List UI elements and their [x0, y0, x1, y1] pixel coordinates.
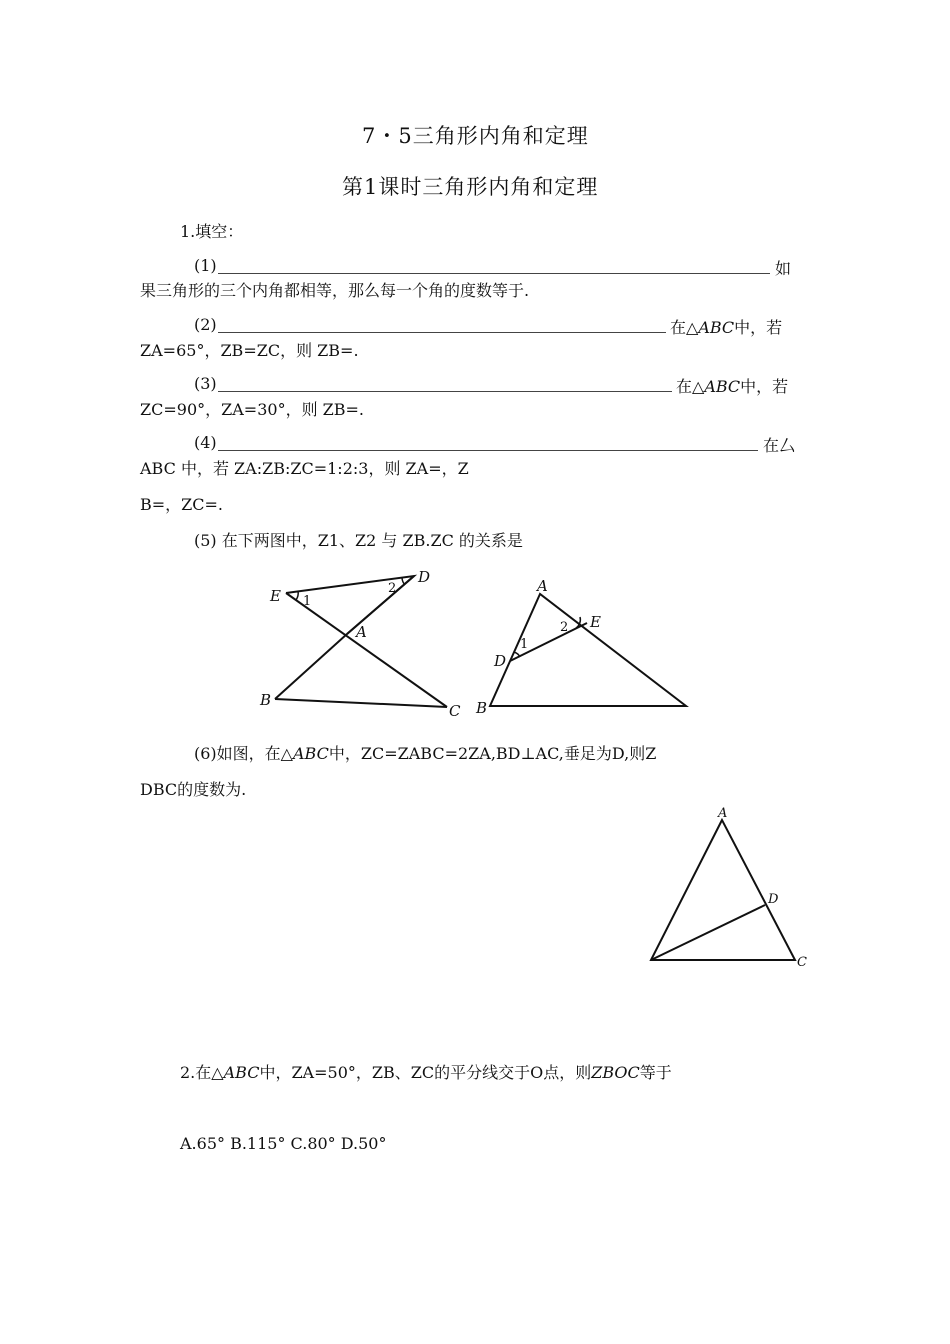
q2-d: ZBOC: [591, 1063, 640, 1082]
q1-p3-tail-a: 在△: [676, 377, 705, 396]
fig1-label-d: D: [418, 568, 431, 586]
fig3-triangle-abc: [651, 820, 795, 960]
q1-p3-tail-c: 中，若: [740, 377, 789, 396]
fig1-label-c: C: [449, 702, 461, 720]
q1-p4-num: (4): [194, 433, 217, 452]
q1-p4-tail: 在厶: [763, 436, 796, 455]
q1-p2-tail-b: ABC: [698, 318, 735, 337]
page-subtitle: 第1课时三角形内角和定理: [342, 175, 599, 199]
fig2-label-a: A: [537, 577, 548, 595]
q1-p3-tail-b: ABC: [704, 377, 741, 396]
fig2-label-d: D: [494, 652, 507, 670]
fig1-label-b: B: [260, 691, 272, 709]
q1-p1-num: (1): [194, 256, 217, 275]
q1-p4-line2: ABC 中，若 ZA:ZB:ZC=1:2:3，则 ZA=，Z: [140, 459, 469, 478]
q1-p1-tail: 如: [775, 259, 792, 278]
q1-p3-line2: ZC=90°，ZA=30°，则 ZB=.: [140, 400, 365, 419]
fig2-label-b: B: [476, 699, 488, 717]
fig2-label-1: 1: [520, 637, 529, 652]
q1-p2-num: (2): [194, 315, 217, 334]
fig1-label-1: 1: [303, 594, 312, 609]
q1-p6-b: ABC: [292, 744, 329, 763]
q1-p6-c: 中，ZC=ZABC=2ZA,BD⊥AC,垂足为D,则Z: [328, 744, 657, 763]
fig2-label-e: E: [590, 613, 601, 631]
fig3-label-d: D: [768, 892, 779, 907]
fig1-label-2: 2: [388, 581, 397, 596]
fig3-line-bd: [651, 905, 765, 960]
q1-p2-tail-c: 中，若: [734, 318, 783, 337]
fig2-label-2: 2: [560, 620, 569, 635]
fig1-label-a: A: [356, 623, 367, 641]
q2-options: A.65° B.115° C.80° D.50°: [180, 1134, 387, 1153]
q2-question: [180, 1060, 672, 1083]
fig3-label-c: C: [797, 955, 807, 970]
q1-p4-line3: B=，ZC=.: [140, 495, 224, 514]
q1-p6-line2: DBC的度数为.: [140, 780, 247, 799]
fig1-label-e: E: [270, 587, 281, 605]
q1-p2-tail-a: 在△: [670, 318, 699, 337]
q1-p1-line2: 果三角形的三个内角都相等，那么每一个角的度数等于.: [140, 281, 530, 300]
q2-a: 2.在△: [180, 1063, 224, 1082]
q1-p3-num: (3): [194, 374, 217, 393]
q1-p6-a: (6)如图，在△: [194, 744, 293, 763]
q1-p2-line2: ZA=65°，ZB=ZC，则 ZB=.: [140, 341, 359, 360]
q1-p5-text: (5) 在下两图中，Z1、Z2 与 ZB.ZC 的关系是: [194, 531, 523, 550]
fig3-label-a: A: [718, 806, 728, 821]
q2-c: 中，ZA=50°，ZB、ZC的平分线交于O点，则: [259, 1063, 592, 1082]
q1-heading: 1.填空：: [180, 222, 244, 241]
q2-e: 等于: [639, 1063, 672, 1082]
page-title: 7・5三角形内角和定理: [362, 124, 589, 148]
q2-b: ABC: [223, 1063, 260, 1082]
